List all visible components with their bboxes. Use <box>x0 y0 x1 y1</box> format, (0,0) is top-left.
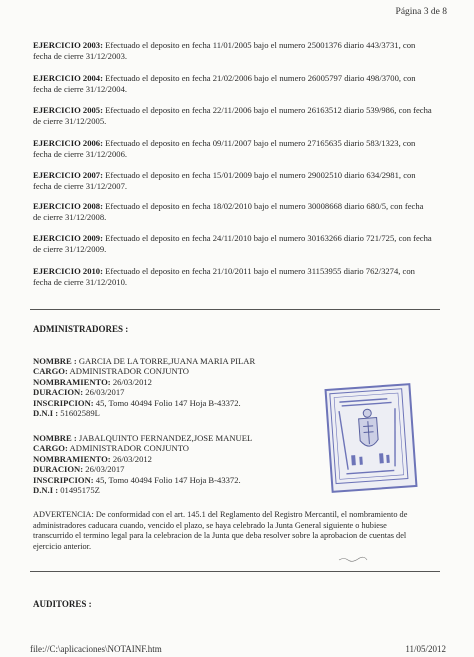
divider <box>30 571 440 572</box>
exercise-label: EJERCICIO 2008: <box>33 201 103 211</box>
divider <box>30 309 440 310</box>
exercise-entry <box>33 170 433 192</box>
dni-value: 51602589L <box>60 408 100 419</box>
exercise-entry <box>33 201 433 223</box>
nombre-value: GARCIA DE LA TORRE,JUANA MARIA PILAR <box>78 356 256 366</box>
exercise-entry <box>33 40 433 62</box>
exercise-text: Efectuado el deposito en fecha 11/01/2005 bajo el numero 25001376 diario 443/3731, con fecha de cierre 31/12/2003. <box>33 40 416 62</box>
exercise-entry <box>33 266 433 288</box>
exercise-entry <box>33 73 433 95</box>
exercise-entry <box>33 233 433 255</box>
dni-label: D.N.I : <box>33 485 59 496</box>
inscripcion-value: 45, Tomo 40494 Folio 147 Hoja B-43372. <box>95 397 241 408</box>
inscripcion-value: 45, Tomo 40494 Folio 147 Hoja B-43372. <box>95 474 241 485</box>
exercise-label: EJERCICIO 2003: <box>33 40 103 50</box>
cargo-label: CARGO: <box>33 366 68 377</box>
exercise-label: EJERCICIO 2009: <box>33 233 103 243</box>
cargo-label: CARGO: <box>33 443 68 454</box>
exercise-text: Efectuado el deposito en fecha 18/02/2010 bajo el numero 30008668 diario 680/5, con fecha de cierre 31/12/2008. <box>33 201 424 223</box>
print-date: 11/05/2012 <box>405 644 446 654</box>
duracion-label: DURACION: <box>33 387 84 398</box>
exercise-text: Efectuado el deposito en fecha 21/10/2011 bajo el numero 31153955 diario 762/3274, con fecha de cierre 31/12/2010. <box>33 266 415 288</box>
administradores-title: ADMINISTRADORES : <box>33 324 129 334</box>
page-number: Página 3 de 8 <box>395 7 447 17</box>
administrator-2 <box>33 433 333 495</box>
exercise-label: EJERCICIO 2010: <box>33 266 103 276</box>
auditores-title: AUDITORES : <box>33 599 92 609</box>
duracion-value: 26/03/2017 <box>85 387 125 398</box>
duracion-value: 26/03/2017 <box>85 464 125 475</box>
nombre-label: NOMBRE : <box>33 433 77 443</box>
cargo-value: ADMINISTRADOR CONJUNTO <box>69 366 189 377</box>
pen-mark-icon <box>338 556 368 562</box>
inscripcion-label: INSCRIPCION: <box>33 397 94 408</box>
registry-seal-icon <box>327 386 412 487</box>
dni-label: D.N.I : <box>33 408 59 419</box>
nombramiento-value: 26/03/2012 <box>112 453 152 464</box>
exercise-text: Efectuado el deposito en fecha 09/11/2007 bajo el numero 27165635 diario 583/1323, con fecha de cierre 31/12/2006. <box>33 138 416 160</box>
administrator-1 <box>33 356 333 418</box>
nombramiento-label: NOMBRAMIENTO: <box>33 376 111 387</box>
advertencia-text: ADVERTENCIA: De conformidad con el art. 145.1 del Reglamento del Registro Mercantil, el nombramiento de administradores caducara cuando, vencido el plazo, se haya celebrado la Junta General siguiente o hubiese transcurrido el termino legal para la celebracion de la Junta que deba resolver sobre la aprobacion de cuentas del ejercicio anterior. <box>33 510 408 551</box>
inscripcion-label: INSCRIPCION: <box>33 474 94 485</box>
exercise-text: Efectuado el deposito en fecha 21/02/2006 bajo el numero 26005797 diario 498/3700, con fecha de cierre 31/12/2004. <box>33 73 416 95</box>
nombramiento-label: NOMBRAMIENTO: <box>33 453 111 464</box>
file-path: file://C:\aplicaciones\NOTAINF.htm <box>30 644 162 654</box>
exercise-entry <box>33 105 433 127</box>
exercise-text: Efectuado el deposito en fecha 22/11/2006 bajo el numero 26163512 diario 539/986, con fecha de cierre 31/12/2005. <box>33 105 432 127</box>
exercise-text: Efectuado el deposito en fecha 15/01/2009 bajo el numero 29002510 diario 634/2981, con fecha de cierre 31/12/2007. <box>33 170 416 192</box>
exercise-text: Efectuado el deposito en fecha 24/11/2010 bajo el numero 30163266 diario 721/725, con fecha de cierre 31/12/2009. <box>33 233 432 255</box>
cargo-value: ADMINISTRADOR CONJUNTO <box>69 443 189 454</box>
nombre-label: NOMBRE : <box>33 356 77 366</box>
nombramiento-value: 26/03/2012 <box>112 376 152 387</box>
nombre-value: JABALQUINTO FERNANDEZ,JOSE MANUEL <box>78 433 253 443</box>
exercise-label: EJERCICIO 2007: <box>33 170 103 180</box>
exercise-entry <box>33 138 433 160</box>
registry-stamp <box>324 383 417 493</box>
dni-value: 01495175Z <box>60 485 100 496</box>
exercise-label: EJERCICIO 2004: <box>33 73 103 83</box>
duracion-label: DURACION: <box>33 464 84 475</box>
exercise-label: EJERCICIO 2006: <box>33 138 103 148</box>
exercise-label: EJERCICIO 2005: <box>33 105 103 115</box>
